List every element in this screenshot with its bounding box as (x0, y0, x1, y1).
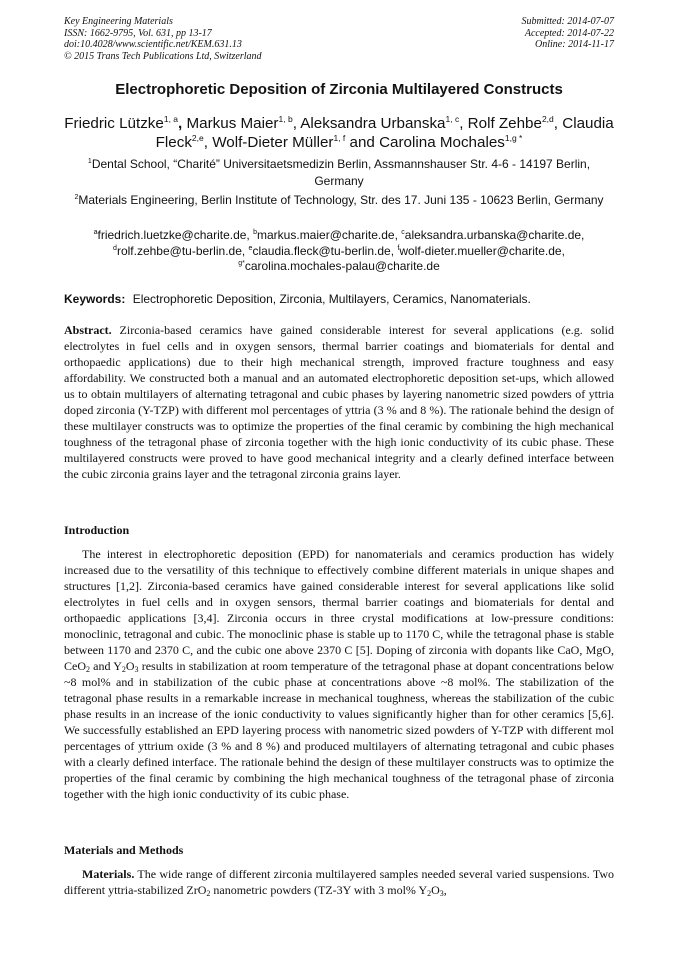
subscript: 2 (121, 665, 126, 674)
methods-text: , (443, 883, 447, 897)
journal-name: Key Engineering Materials (64, 16, 173, 27)
author-superscript: 1,g * (504, 133, 523, 143)
affiliation-number: 2 (74, 194, 79, 201)
doi: doi:10.4028/www.scientific.net/KEM.631.13 (64, 39, 242, 51)
author-superscript: 1, c (445, 114, 460, 124)
keywords-text: Electrophoretic Deposition, Zirconia, Multilayers, Ceramics, Nanomaterials. (132, 292, 531, 306)
methods-text: O (431, 883, 440, 897)
affiliation-text: Dental School, “Charité” Universitaetsmedizin Berlin, Assmannshauser Str. 4-6 - 14197 Berlin, Germany (91, 157, 591, 188)
subscript: 3 (439, 889, 444, 898)
methods-heading: Materials and Methods (64, 843, 184, 857)
email-link[interactable]: wolf-dieter.mueller@charite.de, (399, 243, 565, 258)
introduction-paragraph (64, 546, 614, 802)
subscript: 2 (427, 889, 432, 898)
author-name: Rolf Zehbe (467, 115, 542, 132)
accepted-date: Accepted: 2014-07-22 (524, 27, 614, 39)
author-superscript: 1, f (333, 133, 346, 143)
intro-text: and Y (90, 659, 122, 673)
author-superscript: 2,e (191, 133, 204, 143)
author-superscript: 2,d (541, 114, 554, 124)
author-name: Aleksandra Urbanska (300, 115, 446, 132)
author-and: and (349, 134, 375, 151)
methods-paragraph (64, 866, 614, 898)
affiliation-number: 1 (87, 158, 92, 165)
email-link[interactable]: friedrich.luetzke@charite.de, (97, 228, 250, 242)
subscript: 2 (86, 665, 90, 674)
author-superscript: 1, a (163, 114, 179, 124)
author-name: Carolina Mochales (379, 134, 505, 151)
email-link[interactable]: rolf.zehbe@tu-berlin.de, (116, 243, 246, 258)
abstract (64, 322, 614, 482)
introduction-heading: Introduction (64, 523, 130, 537)
methods-text: The wide range of different zirconia multilayered samples needed several varied suspensions. Two different yttria-stabilized ZrO (64, 867, 614, 897)
submitted-date: Submitted: 2014-07-07 (521, 16, 614, 27)
email-key: c (401, 229, 405, 236)
methods-text: nanometric powders (TZ-3Y with 3 mol% Y (210, 883, 428, 897)
author-list: Friedric Lützke$^{1, a}$, Markus Maier$^{1, b}$, Aleksandra Urbanska$^{1, c}$, Rolf Zehbe$^{2,d}$, Claudia Fleck$^{2,e}$, Wolf-Dieter Müller$^{1, f}$ and Carolina Mochales$^{1,g *}$ (64, 114, 614, 151)
online-date: Online: 2014-11-17 (535, 39, 614, 51)
issn: ISSN: 1662-9795, Vol. 631, pp 13-17 (64, 27, 212, 39)
email-list (64, 228, 614, 275)
email-key: d (113, 244, 117, 252)
abstract-text: Zirconia-based ceramics have gained considerable interest for several applications (e.g. solid electrolytes in fuel cells and in oxygen sensors, thermal barrier coatings and biomaterials for dental and orthopaedic applications) due to their high mechanical strength, improved fracture toughness and easy affordability. We constructed both a manual and an automated electrophoretic deposition set-ups, which allowed us to obtain multilayers of alternating tetragonal and cubic phases by layering nanometric sized powders of yttria doped zirconia (Y-TZP) with different mol percentages of yttria (3 % and 8 %). The rationale behind the design of these multilayer constructs was to optimize the properties of the final ceramic by combining the high mechanical toughness of the tetragonal phase of zirconia together with the high ionic conductivity of its cubic phase. These multilayered constructs were proved to have good mechanical integrity and a clearly defined interface between the cubic zirconia grains layer and the tetragonal zirconia grains layer. (64, 323, 614, 481)
email-link[interactable]: carolina.mochales-palau@charite.de (244, 259, 440, 273)
email-link[interactable]: markus.maier@charite.de, (257, 228, 398, 242)
affiliation-1 (64, 156, 614, 189)
email-key: g* (238, 260, 245, 267)
author-superscript: 1, b (278, 114, 293, 124)
dates-info (522, 16, 615, 51)
email-key: e (248, 244, 253, 252)
intro-text: The interest in electrophoretic deposition (EPD) for nanomaterials and ceramics production has widely increased due to the versatility of this technique to effectively combine different materials in unique shapes and structures [1,2]. Zirconia-based ceramics have gained considerable interest for several applications like solid electrolytes in fuel cells and in oxygen sensors, thermal barrier coatings and biomaterials for dental and orthopaedic applications [3,4]. Zirconia occurs in three crystal modifications at low-pressure conditions: monoclinic, tetragonal and cubic. The monoclinic phase is stable up to 1170 C, while the tetragonal phase is stable between 1170 and 2370 C, and the cubic one above 2370 C [5]. Doping of zirconia with dopants like CaO, MgO, CeO (64, 547, 614, 673)
email-key: a (93, 229, 98, 236)
author-name: Claudia Fleck (155, 115, 614, 151)
copyright: © 2015 Trans Tech Publications Ltd, Switzerland (64, 50, 262, 62)
author-name: Wolf-Dieter Müller (212, 134, 334, 151)
email-link[interactable]: aleksandra.urbanska@charite.de, (404, 228, 585, 242)
email-key: f (397, 244, 400, 252)
keywords-label: Keywords: (64, 292, 126, 306)
intro-text: results in stabilization at room temperature of the tetragonal phase at dopant concentrations below ~8 mol% and in stabilization of the cubic phase at concentrations above ~8 mol%. The stabilization of the tetragonal phase results in a remarkable increase in mechanical toughness, whereas the stabilization of the cubic phase results in an increase of the ionic conductivity to values significantly higher than for other ceramics [5,6]. We successfully established an EPD layering process with nanometric sized powders of Y-TZP with different mol percentages of yttrium oxide (3 % and 8 %) and produced multilayers of alternating tetragonal and cubic phases with a clearly defined interface. The rationale behind the design of these multilayer constructs was to optimize the properties of the final ceramic by combining the high mechanical toughness of the tetragonal phase of zirconia together with the high ionic conductivity of its cubic phase. (64, 659, 614, 801)
journal-info (64, 16, 262, 62)
abstract-label: Abstract. (64, 323, 112, 337)
subscript: 3 (134, 665, 139, 674)
affiliation-2 (64, 192, 614, 209)
author-name: Friedric Lützke (64, 115, 164, 132)
subscript: 2 (206, 889, 211, 898)
intro-text: O (125, 659, 135, 673)
email-key: b (253, 229, 258, 236)
paper-title: Electrophoretic Deposition of Zirconia Multilayered Constructs (115, 81, 563, 98)
author-name: Markus Maier (186, 115, 279, 132)
materials-label: Materials. (82, 867, 135, 881)
email-link[interactable]: claudia.fleck@tu-berlin.de, (252, 243, 395, 258)
keywords (64, 292, 614, 306)
affiliation-text: Materials Engineering, Berlin Institute of Technology, Str. des 17. Juni 135 - 10623 Berlin, Germany (78, 193, 604, 207)
